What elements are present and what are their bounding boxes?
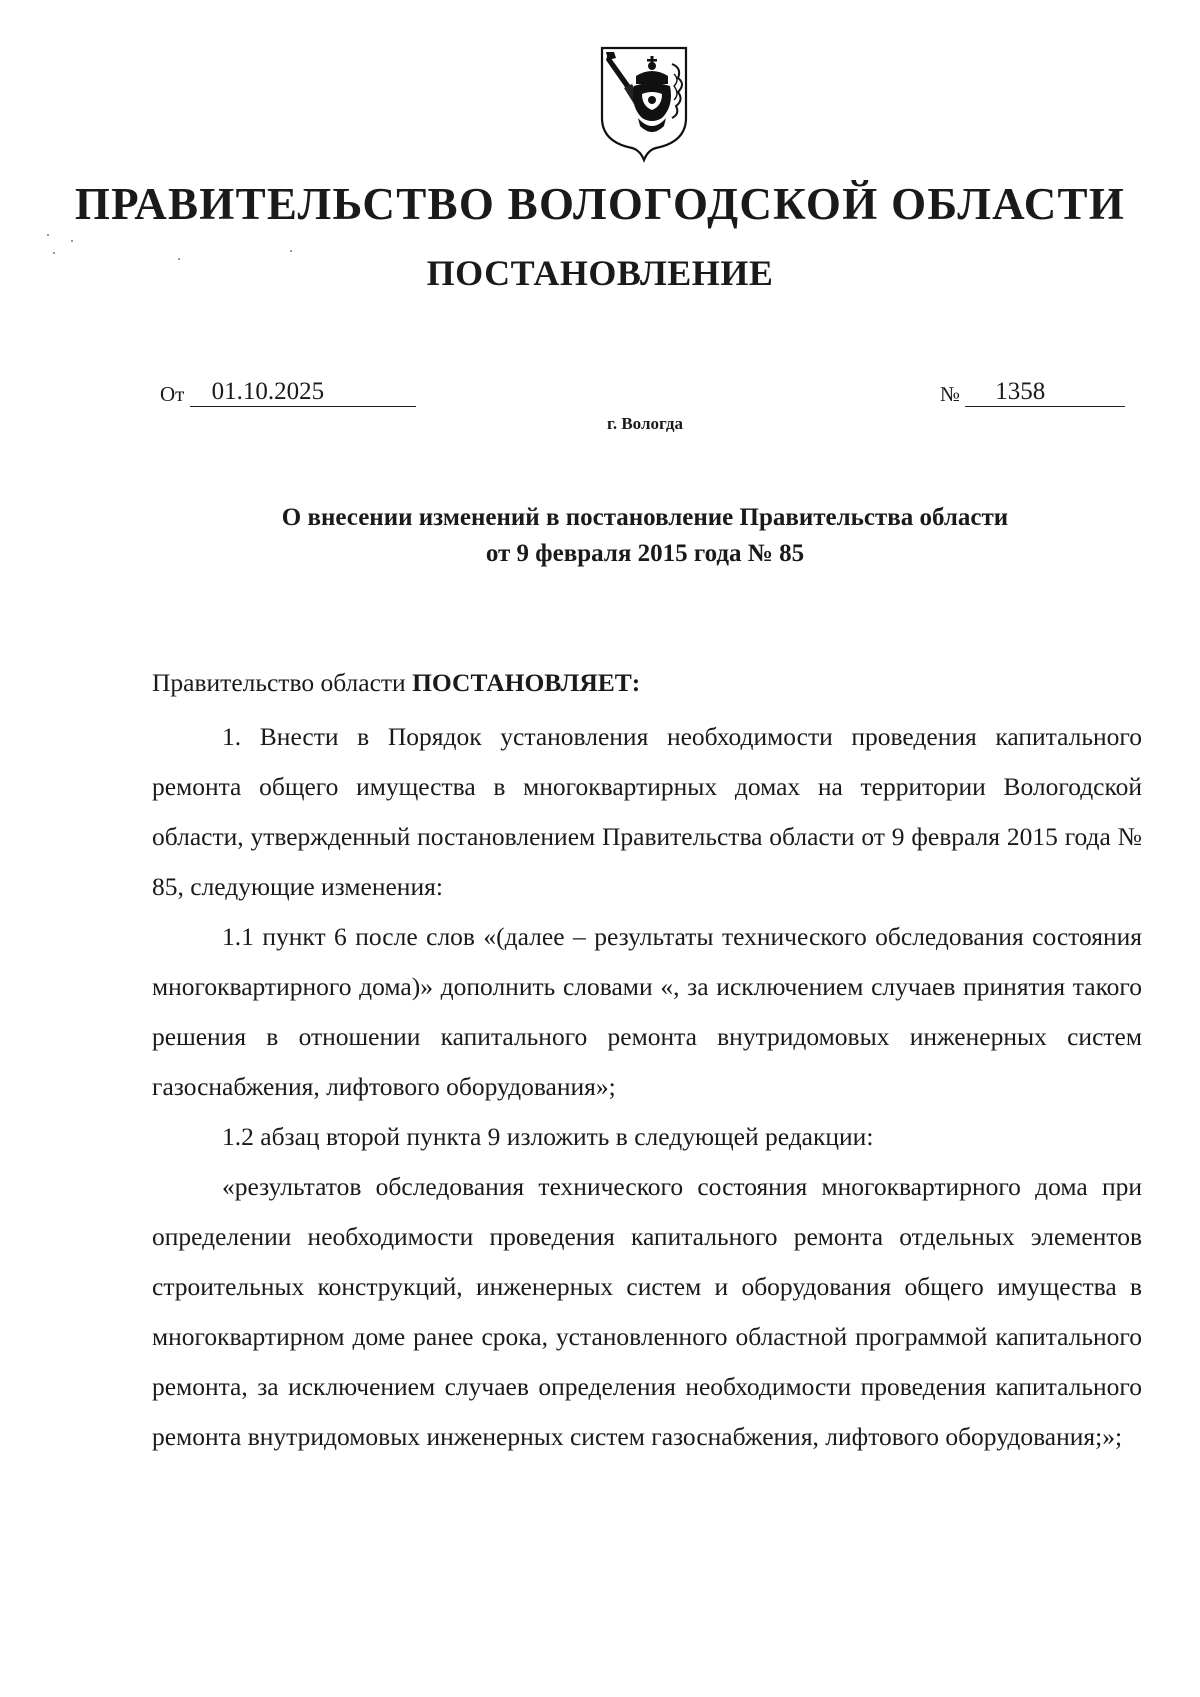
document-body	[152, 658, 1142, 1462]
city-name: г. Вологда	[607, 414, 683, 433]
lead-text: Правительство области	[152, 668, 413, 697]
scan-speck	[47, 234, 49, 236]
date-label: От	[160, 382, 185, 406]
paragraph-1: 1. Внести в Порядок установления необходимости проведения капитального ремонта общего имущества в многоквартирных домах на территории Вологодской области, утвержденный постановлением Правительства области от 9 февраля 2015 года № 85, следующие изменения:	[152, 722, 1142, 901]
scan-speck	[53, 252, 55, 254]
document-subject	[0, 500, 1200, 572]
subject-line-2: от 9 февраля 2015 года № 85	[485, 540, 805, 567]
document-number	[940, 380, 1125, 409]
organization-title: ПРАВИТЕЛЬСТВО ВОЛОГОДСКОЙ ОБЛАСТИ	[74, 179, 1126, 229]
paragraph-1-1: 1.1 пункт 6 после слов «(далее – результаты технического обследования состояния многоквартирного дома)» дополнить словами «, за исключением случаев принятия такого решения в отношении капитального ремонта внутридомовых инженерных систем газоснабжения, лифтового оборудования»;	[152, 922, 1142, 1101]
scan-speck	[290, 250, 292, 252]
document-type-title: ПОСТАНОВЛЕНИЕ	[426, 253, 774, 293]
coat-of-arms-icon	[598, 44, 690, 164]
subject-line-1: О внесении изменений в постановление Правительства области	[281, 504, 1009, 531]
date-value: 01.10.2025	[190, 378, 416, 407]
number-label: №	[940, 382, 961, 406]
scan-speck	[71, 240, 73, 242]
paragraph-quote: «результатов обследования технического состояния многоквартирного дома при определении необходимости проведения капитального ремонта отдельных элементов строительных конструкций, инженерных систем и оборудования общего имущества в многоквартирном доме ранее срока, установленного областной программой капитального ремонта, за исключением случаев определения необходимости проведения капитального ремонта внутридомовых инженерных систем газоснабжения, лифтового оборудования;»;	[152, 1172, 1142, 1451]
lead-decree-word: ПОСТАНОВЛЯЕТ:	[412, 668, 641, 697]
number-value: 1358	[965, 378, 1125, 407]
document-date	[160, 380, 416, 409]
paragraph-1-2: 1.2 абзац второй пункта 9 изложить в следующей редакции:	[222, 1122, 874, 1151]
scan-speck	[178, 258, 180, 260]
lead-paragraph	[152, 658, 1142, 708]
